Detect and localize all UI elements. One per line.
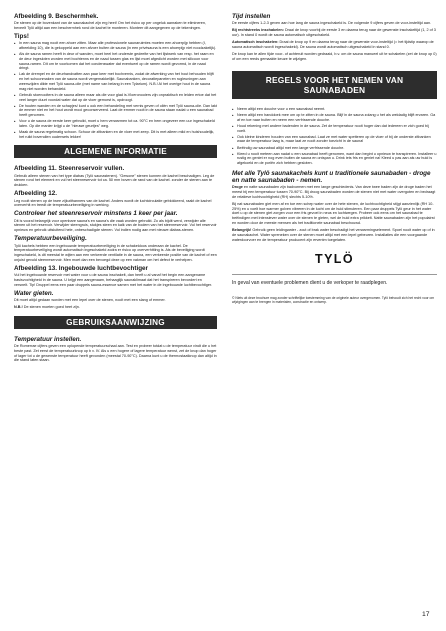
figure-12-heading: Afbeelding 12. [14,190,58,198]
dry-label: Droge [232,185,243,190]
set-temperature-heading: Temperatuur instellen. [14,335,82,343]
right-column [232,13,437,305]
nb-label: N.B.! [14,305,23,310]
tip-item: • Als de sauna ramen heeft in deur of wanden, moet heel het onderste gedeelte van het lijstwerk van resp. het raam en de deur ingesloten worden met bochtenns en de naad tussen glas en lijst moet afgedicht worden met silicoon voor sauna-ramen. Dit om te voorkomen dat het condenswater dat eventueel op de ramen wordt gevormd, in de naad dringt. [14,52,217,71]
logo-divider [232,274,437,275]
copyright-text: © Niets uit deze brochure mag zonder schriftelijke toestemming van de originele auteur overgenomen. Tylö behoudt zich het recht voor om wijzigingen aan te brengen in materialen, constructie en ontwerp. [232,296,435,305]
tips-list [14,41,217,139]
tip-item: • Lak de drempel en de deurhandvatten aan paar keer met bochvernis, zodat de afwerking van het hout behouden blijft en het schoonmaken van de sauna wordt vergemakkelijkt. Saunabanken, decoratiepanelen en rugleuningen aan weerszijden dikte met Tylö sauna-olie (met name van belang in een Tylarium). N.B.! Al het overige hout in de sauna mag niet worden behandeld. [14,72,217,91]
figure-13-heading: Afbeelding 13. Ingebouwde luchtbevochtiger [14,264,148,272]
stone-check-heading: Controleer het steenreservoir minstens 1 keer per jaar. [14,210,178,218]
rule-item: • Beëindig uw saunabad altijd met een lange verfrissende douche. [232,146,437,151]
direct-switch-on-label: Bij rechtstreeks inschakelen: [232,28,284,33]
instructions-banner: GEBRUIKSAANWIJZING [14,316,217,329]
tip-item: • Voor u de sauna de eerste keer gebruikt, moet u hem verwarmen tot ca. 90°C en hem ongeveer een uur ingeschakeld laten. Op die manier krijgt u de "nieuwe geurtjes" weg. [14,119,217,129]
water-pouring-text: Dit moet altijd gedaan worden met een lepel over de stenen, nooit met een slang of emmer. [14,298,166,302]
nb-text: De stenen moeten goed heet zijn. [22,305,80,310]
rule-item: • Ook kleine kinderen houden van een saunabad. Laat ze met water spetteren op de vloer of bij de onderste zitbanken waar de temperatuur laag is, maar laat ze nooit zonder toezicht in de sauna! [232,135,437,145]
dry-sauna-body: en natte saunabaden zijn badvormen met een lange geschiedenis. Van deze twee baden zijn de droge baden het meest bij een temperatuur tussen 70-90°C. Bij droog saunabaden worden de stenen niet met water overgoten en bedraagt de relatieve luchtvochtigheid (RH) slechts 5-10%. [232,185,436,199]
temperature-protection-text: Tylö kachels hebben een ingebouwde temperatuurbeveiliging in de schakeldoos onderaan de kachel. De temperatuurbeveiliging wordt automatisch ingeschakeld zodra er risico op oververhitting is. Als de beveiliging wordt ingeschakeld, is dit meestal te wijten aan een verkeerde ventilatie in de sauna, een verkeerde positie van de kachel of een onjuist gevuld steenreservoir. Men moet dan een bevoegd deze op een vakman om het defect te verhelpen. [14,243,217,262]
tylo-logo [232,250,437,268]
wet-sauna-text: Bij nat saunabaden giet men af en toe een schep water over de hete stenen, de luchtvochtigheid stijgt aanzienlijk (RH 10-25%) en u voelt hoe warmer golven vibreren in de lucht om de huid stimuleren. Een paar druppels Tylö geur in het water doet u op de stenen giet zorgen voor een fris gevoel in neus en luchtwegen. Probeer ook eens om het saunabad te beëindigen met intensiever water over de stenen te gieten, wel de huid extra prikkelt. Natte saunabaden zijn het populairst en worden door de meeste mensen als het traditionele saunabad beschouwd. [232,201,435,225]
set-time-heading: Tijd instellen [232,13,271,20]
rule-item: • Houd rekening met andere badenden in de sauna. Zet de temperatuur nooit hoger dan dat iedereen er zich goed bij voelt. [232,124,437,134]
water-pouring-heading: Water gieten. [14,289,54,297]
auto-switch-on-label: Automatisch inschakelen: [232,40,279,45]
figure-11-heading: Afbeelding 11. Steenreservoir vullen. [14,165,125,173]
figure-9-text: De stenen op de bovenkant van de saunakachel zijn erg heet! Om het risico op per ongeluk aanraken te elimineren, beveelt Tylö altijd aan een beschermhek rond de kachel te monteren. Monteer dit aangegeven op de tekeningen. [14,21,206,30]
sauna-rules-list [232,107,437,166]
stones-hot-note [14,305,217,310]
tip-item: • De houten wanden en de schapjes/ kunt u ook een behandeling met vernis geven of olién met Tylö sauna-olie. Dan lakt de emmer niet en het hout wordt mooi geconserveerd. Laat de emmer nooit in de sauna staan nadat u een saunabad heeft genomen. [14,104,217,118]
important-label: Belangrijk! [232,228,252,233]
sauna-methods-heading: Met alle Tylö saunakachels kunt u traditionele saunabaden - droge en natte saunabaden - nemen. [232,169,431,185]
left-column [14,13,217,366]
figure-9-heading: Afbeelding 9. Beschermhek. [14,13,99,20]
tips-heading: Tips! [14,33,29,41]
general-info-banner: ALGEMENE INFORMATIE [14,145,217,158]
figure-12-text: Leg nooit stenen op de twee zijkutthanners van de kachel. Anders wordt de luchtcirculatie geblokkeerd, raakt de kachel oververhit en treedt de temperatuurbeveiliging in werking. [14,198,212,208]
important-body: Gebruik geen leidingwater - zout of brak water beschadigt het verwarmingselement. Spoel nooit water op of in de saunakachel. Water spreneken over de stenen moet altijd met een lepel gebeuren. Installaties die een voorgaande waterdoorvoer en de temperatuur producent zijn erventm toegelaten. [232,228,435,242]
tip-item: • Maak de sauna regelmatig schoon. Schuur de zitbanken en de vloer met zeep. Dit is met alleen mild en huishoudelijk, het ruikt bovendien ouderwets lekker! [14,130,217,140]
knob-note-text: De knop kan te allen tijde voor- of achteruit worden gedraaid, b.v. om de sauna manueel uit te schakelen (zet de knop op 0) of om een reeds gemaakte keuze te wijzigen. [232,52,437,61]
tip-item: • Gebruik stoenooiters in de sauna alleen maar als die voor glad is.Vloeronooiers zijn onpraktisch en leiden ertoe dat het veel langer duurt voordat water dat op de vloer gemorst is, opdroogt. [14,93,217,103]
temperature-protection-heading: Temperatuurbeveiliging. [14,235,87,243]
rule-item: • Kleed u nooit meteen aan nadat u een saunabad heeft genomen, want dan begint u opnieuw te transpireren. Installeer u rustig en geniet er nog even buiten de sauna en ontspan u. Drink iets fris en geniet na! Kleed u pas aan als uw huid is afgekoeld en de poriën zich hebben gesloten. [232,152,437,166]
auto-switch-on-text [232,40,437,50]
dealer-note: In geval van eventuele problemen dient u de verkoper te raadplegen. [232,279,388,286]
tip-item: • In een sauna mag nooit een ahoer zitten. Maar alle professionele saunaruimtes moeten een ahoerpijp hebben (I, afbeelding 10), die is gekoppeld aan een afvoer buiten de sauna (in een privésauna is een ahoerpijp niet noodzakelijk). [14,41,217,51]
direct-switch-on-body: Draai de knop voorbij de eerste 3 en daarna terug naar de gewenste inschakeltijd (1, 2 of 3 uur). In stand 0 wordt de sauna automatisch uitgeschakeld. [232,28,436,38]
rule-item: • Neem altijd een handdoek mee om op te zitten in de sauna. Blijf in de sauna zolang u het als weldadig blijft ervaren. Ga af en toe naar buiten en neem een verfrissende douche. [232,113,437,123]
dry-sauna-text [232,185,437,199]
set-time-text: De eerste cijfers 1-2-3 geven aan hoe lang de sauna ingeschakeld is. De volgende 9 cijfers geven de voor-insteltijd aan. [232,21,432,26]
page-number: 17 [422,611,430,618]
tylo-logo-text: TYLÖ [315,252,354,267]
sauna-rules-banner: REGELS VOOR HET NEMEN VAN SAUNABADEN [232,71,437,99]
set-temperature-text: De Romerrae cijfers geven een oplopende temperatuurschaal aan. Test en probeer totdat u de temperatuur vindt die u het beste past. Zet eerst de temperatuurknop op b v. IV. Als u een hogere of lagere temperatuur wenst, zet de knop dan hoger of lager tot u de gewenste temperatuur heeft gevonden (meestal 70-90°C). Daarna kunt u de thermostaatknop dan altijd in die stand laten staan. [14,344,217,363]
figure-13-text: Vul het ingebouwde reservoir met water voor u de sauna inschakelt, dan heeft u al vanaf het begin een aangename basisvochtigheid in de sauna. U krijgt een aangenaam, behaaglijk saunaklimaat dat het transpireren bevordert en versnelt. Tip! Druppel eens een paar druppels sauna-essence samen met het water in de ingebouwde luchtbevochtiger. [14,273,213,287]
stone-check-text: Dit is vooral belangrijk voor openbare sauna's en sauna's die vaak worden gebruikt. Zo als bijdit werd, verwijder alle stenen uit het reservoir. Verwijder steengruis, stukjes steen en kalk van de bodem van het steenreservoir. Vul het reservoir opnieuw en gebruik uitsluitend hele, onbeschadigde stenen. Vul indien nodig aan met nieuwe diabas-stenen. [14,218,217,233]
direct-switch-on-text [232,28,437,38]
figure-11-text: Gebruik alleen stenen van het type diabas (Tylö saunastenen). "Gewone" stenen kunnen de kachel beschadigen. Leg de stenen rond het element en vul het steenreservoir tot ca. 50 mm boven de rand van de kachel. zonder de stenen aan te drukken. [14,173,215,188]
important-note [232,228,437,242]
rule-item: • Neem altijd een douche voor u een saunabad neemt. [232,107,437,112]
auto-switch-on-body: Draai de knop op 9 en daarna terug naar de gewenste voor-insteltijd (= het tijdstip waarop de sauna automatisch wordt ingeschakeld). De sauna wordt automatisch uitgeschakeld in stand 0. [232,40,434,50]
